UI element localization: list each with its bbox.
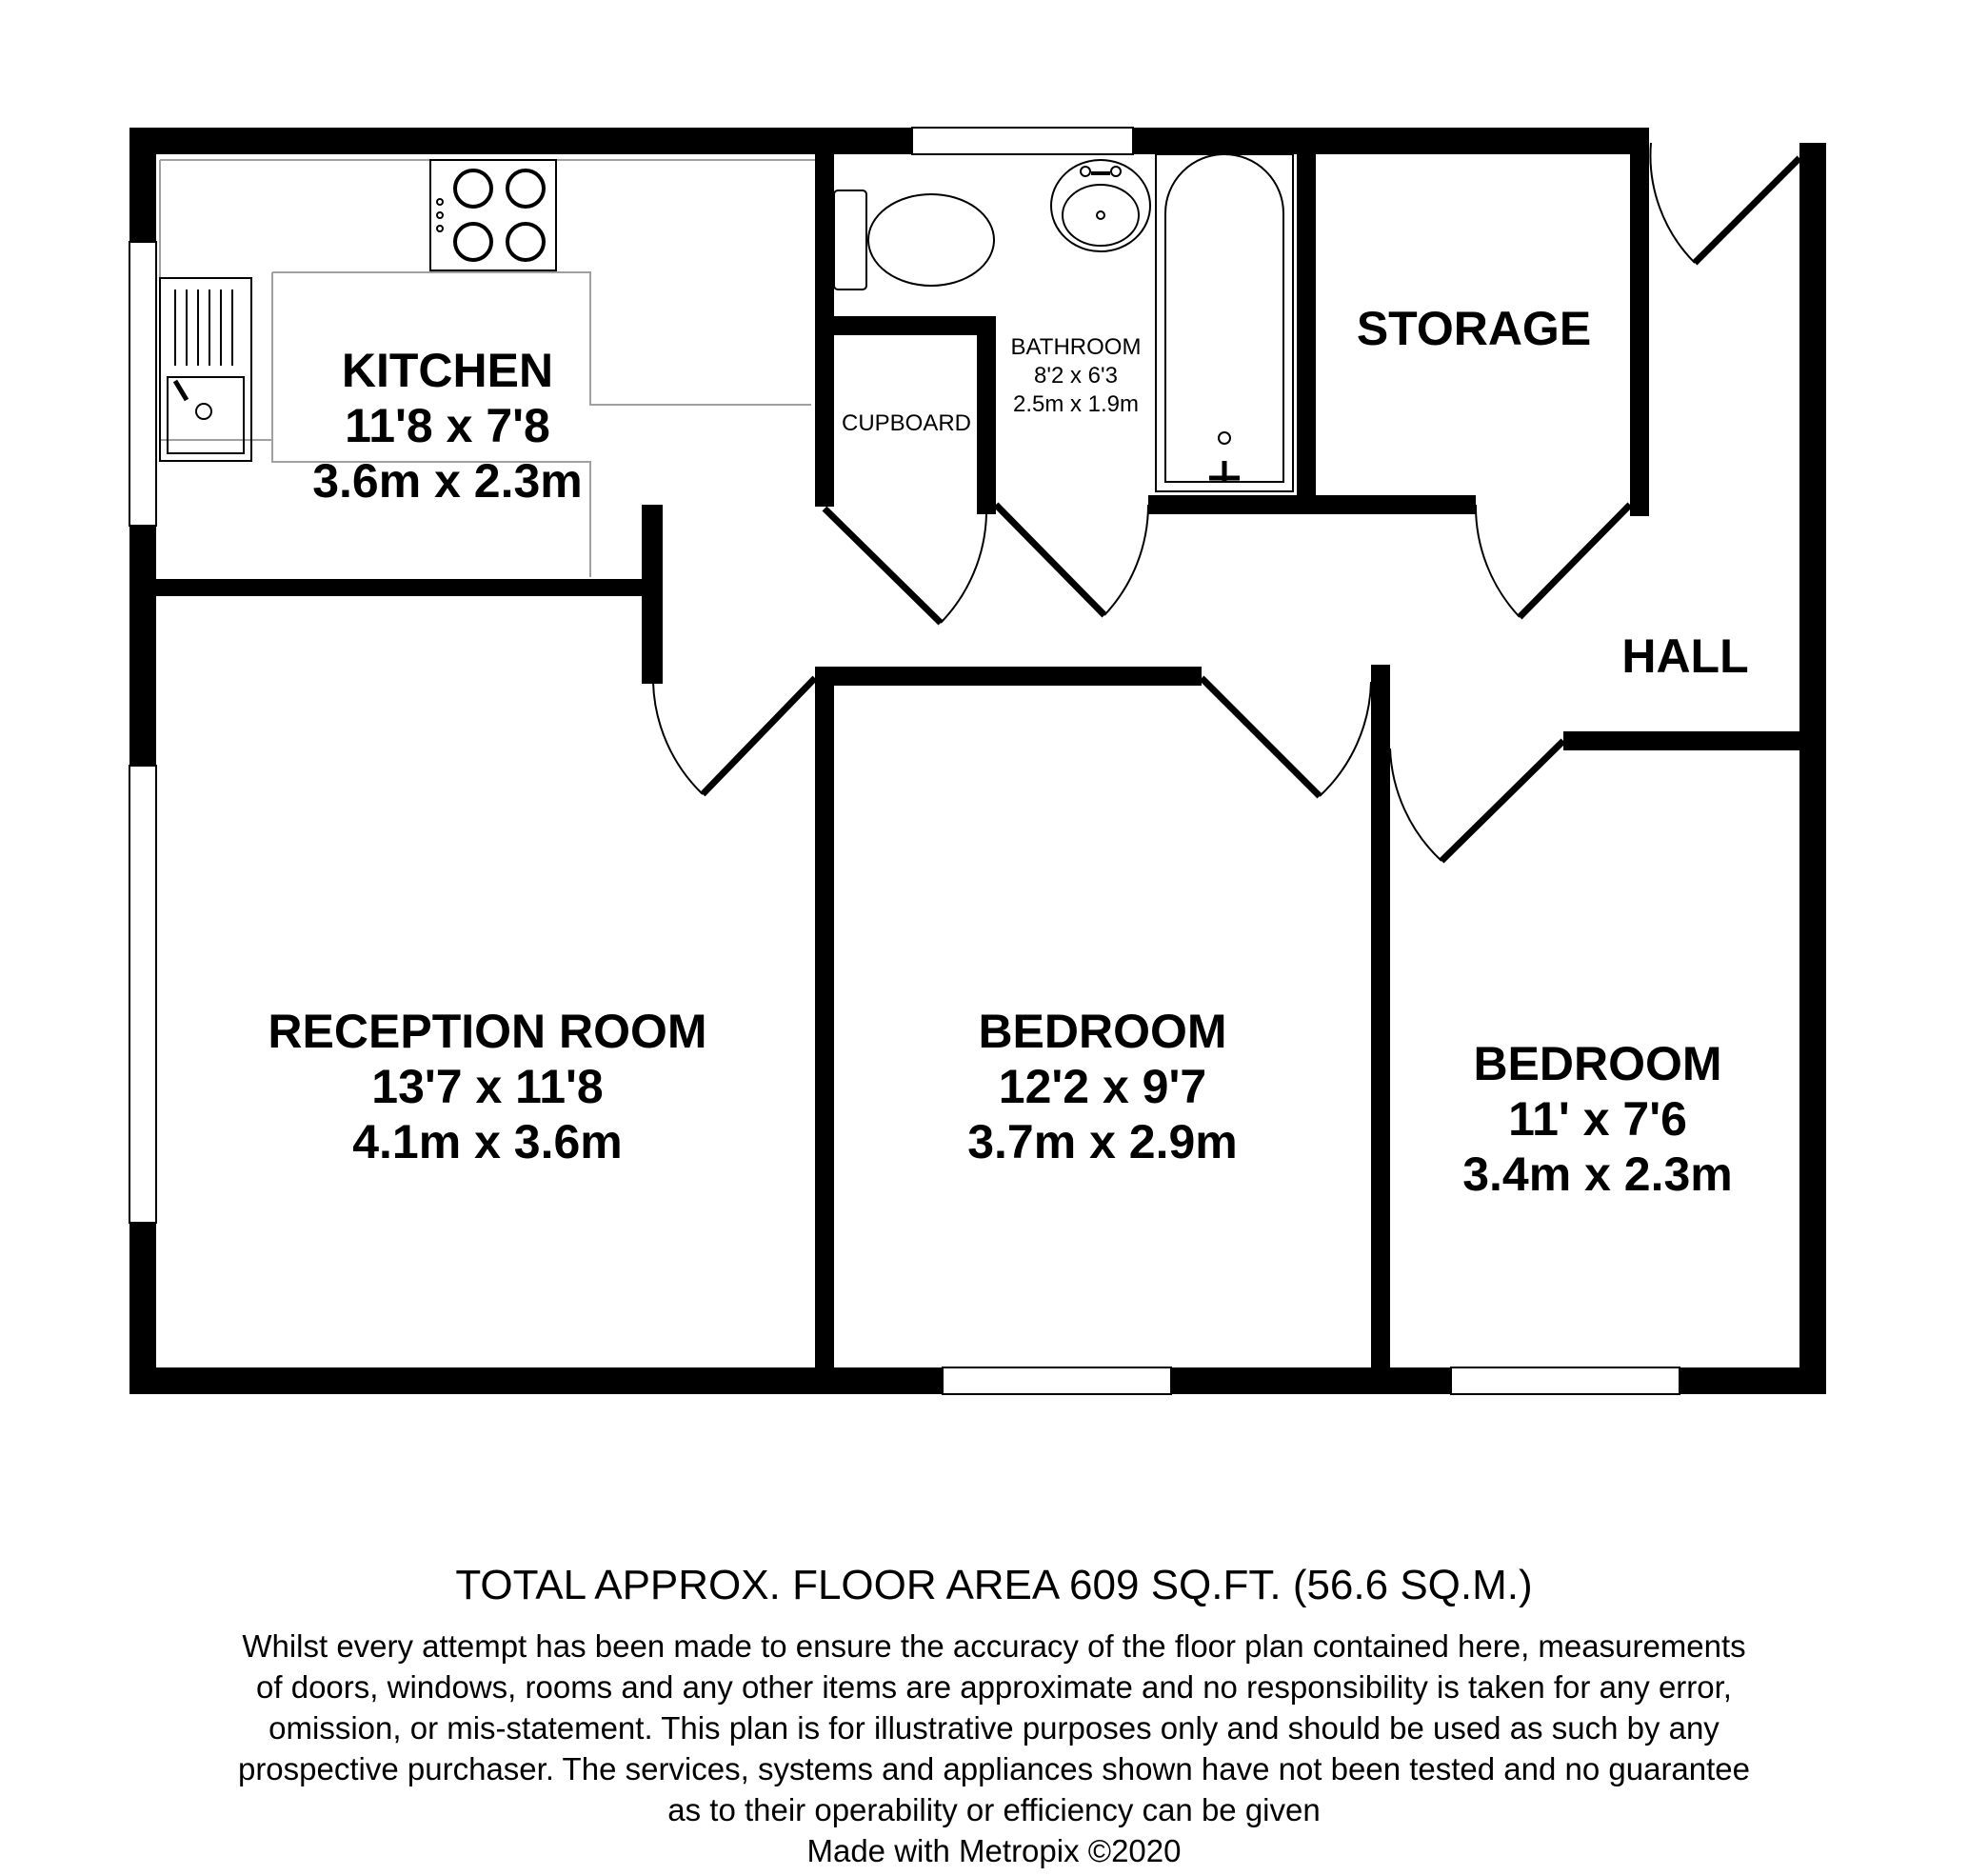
reception-name: RECEPTION ROOM <box>268 1005 707 1058</box>
door-reception <box>703 678 815 794</box>
kitchen-name: KITCHEN <box>341 344 554 397</box>
bedroom-1-metric: 3.7m x 2.9m <box>967 1115 1238 1168</box>
window-bedroom2 <box>1451 1367 1680 1394</box>
bathroom-metric: 2.5m x 1.9m <box>1012 391 1140 417</box>
storage-name: STORAGE <box>1356 302 1592 355</box>
toilet-icon <box>834 190 994 289</box>
bedroom-1-imperial: 12'2 x 9'7 <box>998 1060 1207 1113</box>
sink-icon <box>160 278 251 461</box>
hob-icon <box>430 160 556 270</box>
bedroom-2-imperial: 11' x 7'6 <box>1508 1092 1687 1146</box>
reception-metric: 4.1m x 3.6m <box>352 1115 623 1168</box>
bathroom-imperial: 8'2 x 6'3 <box>1034 363 1118 389</box>
reception-imperial: 13'7 x 11'8 <box>371 1060 604 1113</box>
window-kitchen <box>129 242 156 526</box>
hall-name: HALL <box>1621 629 1749 683</box>
disclaimer-line: prospective purchaser. The services, systems and appliances shown have not been tested and no guarantee <box>237 1751 1751 1786</box>
bath-icon <box>1156 154 1293 491</box>
window-bedroom1 <box>943 1367 1171 1394</box>
bedroom-1-name: BEDROOM <box>978 1005 1227 1058</box>
credit: Made with Metropix ©2020 <box>806 1833 1182 1868</box>
bedroom-2-name: BEDROOM <box>1473 1037 1722 1090</box>
bedroom-2-metric: 3.4m x 2.3m <box>1462 1148 1733 1201</box>
disclaimer <box>0 1626 1988 1871</box>
bathroom-name: BATHROOM <box>1010 334 1142 360</box>
door-bathroom <box>996 505 1104 615</box>
disclaimer-line: omission, or mis-statement. This plan is for illustrative purposes only and should be used as such by any <box>268 1710 1720 1746</box>
door-bedroom-2 <box>1441 741 1563 861</box>
door-storage <box>1520 505 1630 617</box>
kitchen-metric: 3.6m x 2.3m <box>312 454 583 508</box>
door-bedroom-1 <box>1202 678 1320 796</box>
kitchen-imperial: 11'8 x 7'8 <box>345 399 550 452</box>
disclaimer-line: of doors, windows, rooms and any other items are approximate and no responsibility is taken for any error, <box>256 1669 1732 1705</box>
total-floor-area: TOTAL APPROX. FLOOR AREA 609 SQ.FT. (56.6 SQ.M.) <box>455 1562 1533 1608</box>
door-cupboard <box>825 509 941 623</box>
door-entrance <box>1695 158 1799 263</box>
cupboard-name: CUPBOARD <box>841 410 972 436</box>
window-reception <box>129 766 156 1223</box>
disclaimer-line: as to their operability or efficiency can be given <box>667 1792 1321 1827</box>
labels <box>268 302 1748 1201</box>
disclaimer-line: Whilst every attempt has been made to ensure the accuracy of the floor plan contained here, measurements <box>242 1628 1746 1664</box>
window-bathroom <box>912 128 1133 154</box>
basin-icon <box>1051 160 1150 251</box>
